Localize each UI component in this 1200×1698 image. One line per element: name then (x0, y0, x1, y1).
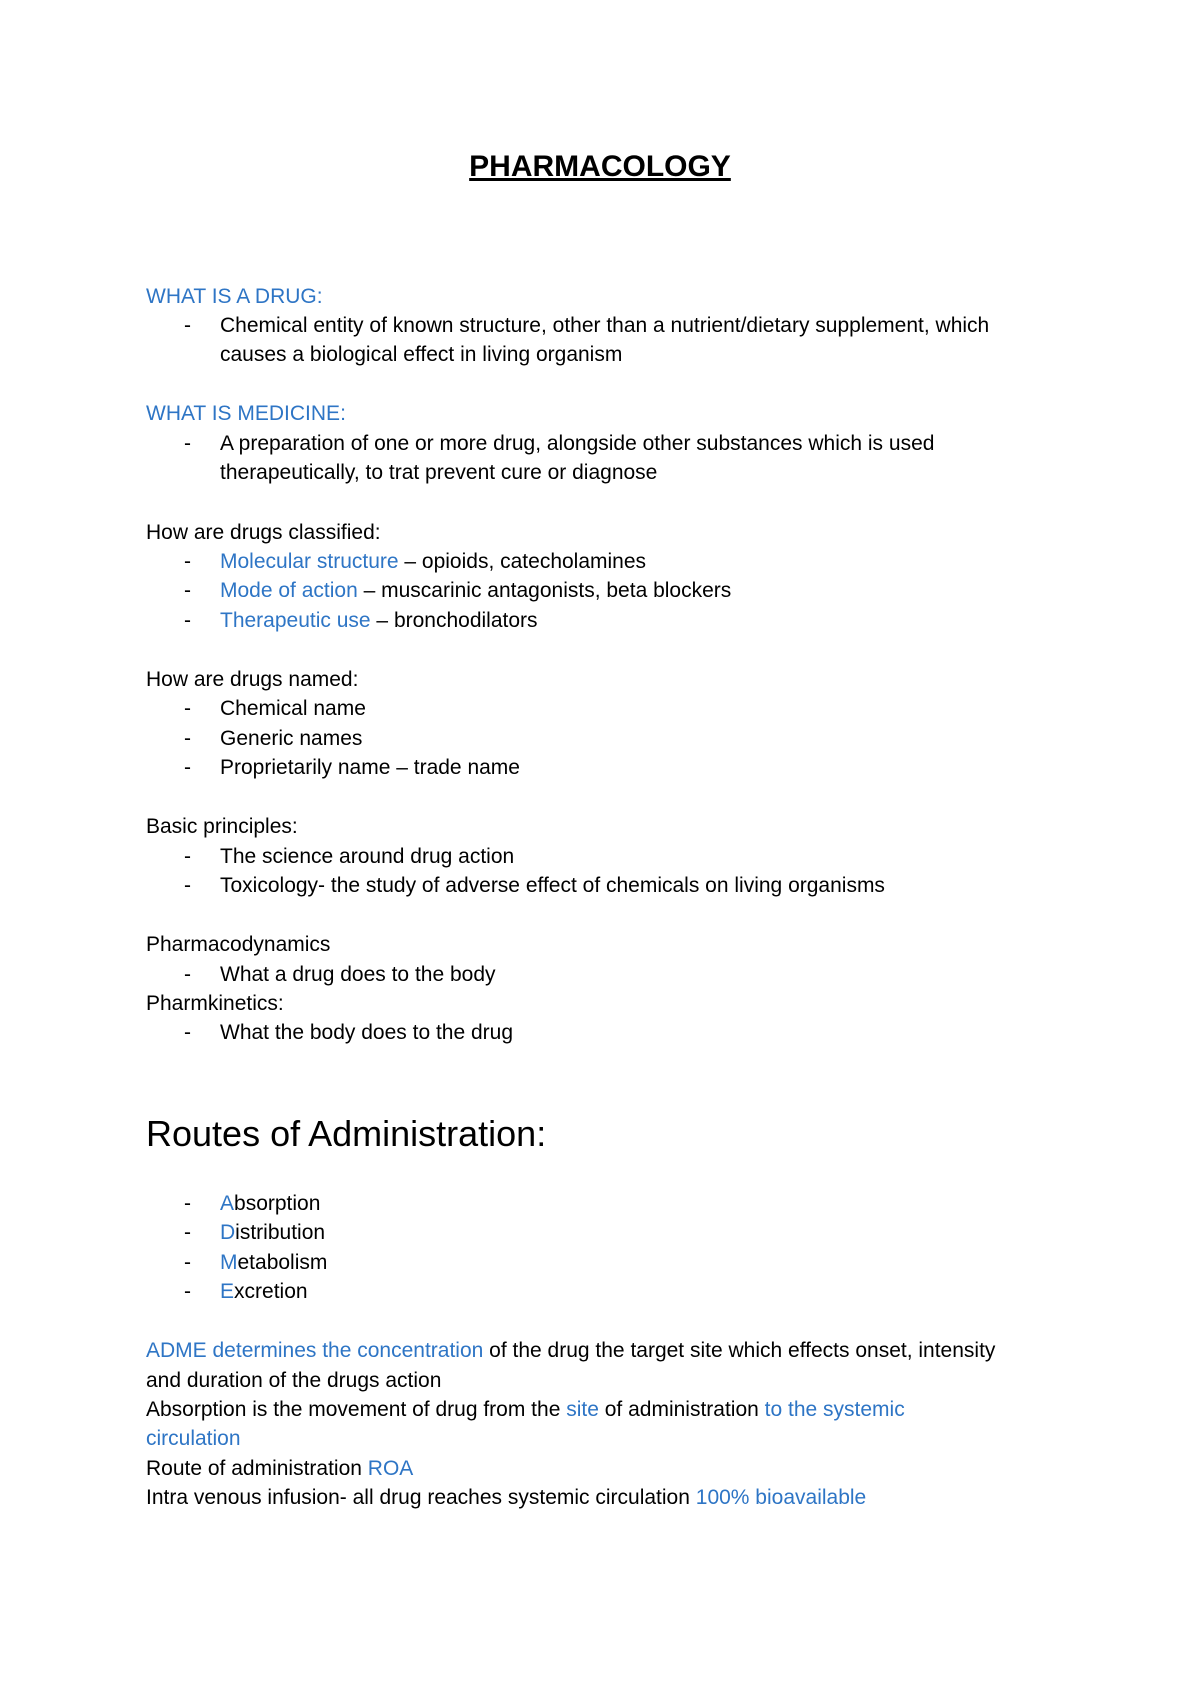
adme-letter: D (220, 1221, 236, 1244)
absorption-paragraph (146, 1395, 905, 1424)
drug-heading: WHAT IS A DRUG: (146, 285, 323, 308)
adme-letter: M (220, 1251, 238, 1274)
medicine-definition-line2: therapeutically, to trat prevent cure or diagnose (220, 461, 658, 484)
list-item-text: xcretion (234, 1280, 308, 1303)
classification-example: – muscarinic antagonists, beta blockers (357, 579, 732, 602)
roa-abbr: ROA (367, 1457, 414, 1480)
classification-term: Mode of action (220, 579, 358, 602)
section-heading: Routes of Administration: (146, 1113, 547, 1154)
list-item: - Therapeutic use – bronchodilators (184, 609, 538, 632)
medicine-heading: WHAT IS MEDICINE: (146, 402, 346, 425)
roa-line (146, 1454, 413, 1483)
list-item: - What the body does to the drug (184, 1021, 514, 1044)
list-item: - Distribution (184, 1221, 326, 1244)
list-item: - Proprietarily name – trade name (184, 756, 520, 779)
list-item-text: etabolism (237, 1251, 328, 1274)
classification-term: Therapeutic use (220, 609, 371, 632)
iv-highlight: 100% bioavailable (695, 1486, 867, 1509)
pharmacodynamics-heading: Pharmacodynamics (146, 933, 331, 956)
list-item: - Excretion (184, 1280, 308, 1303)
absorption-circulation: circulation (146, 1427, 241, 1450)
drug-definition: - Chemical entity of known structure, other than a nutrient/dietary supplement, which (184, 314, 990, 337)
adme-letter: A (220, 1192, 235, 1215)
drug-definition-line1: Chemical entity of known structure, other than a nutrient/dietary supplement, which (220, 314, 990, 337)
adme-highlight: ADME determines the concentration (146, 1339, 484, 1362)
list-item: - Absorption (184, 1192, 321, 1215)
list-item-text: istribution (235, 1221, 326, 1244)
iv-line (146, 1483, 866, 1512)
absorption-text: Absorption is the movement of drug from the (146, 1398, 567, 1421)
list-item: - Metabolism (184, 1251, 328, 1274)
classification-term: Molecular structure (220, 550, 399, 573)
adme-text: of the drug the target site which effects onset, intensity (483, 1339, 996, 1362)
list-item-text: Chemical name (220, 697, 366, 720)
list-item-text: The science around drug action (220, 845, 515, 868)
list-item: - Toxicology- the study of adverse effect of chemicals on living organisms (184, 874, 885, 897)
list-item: - The science around drug action (184, 845, 515, 868)
medicine-definition: - A preparation of one or more drug, alongside other substances which is used (184, 432, 935, 455)
adme-paragraph-line2: and duration of the drugs action (146, 1369, 442, 1392)
pharmkinetics-heading: Pharmkinetics: (146, 992, 284, 1015)
classification-example: – opioids, catecholamines (398, 550, 647, 573)
absorption-site: site (566, 1398, 599, 1421)
classified-heading: How are drugs classified: (146, 521, 381, 544)
list-item: - Chemical name (184, 697, 366, 720)
principles-heading: Basic principles: (146, 815, 298, 838)
list-item-text: bsorption (234, 1192, 321, 1215)
list-item: - What a drug does to the body (184, 963, 496, 986)
list-item-text: Proprietarily name – trade name (220, 756, 520, 779)
absorption-systemic: to the systemic (764, 1398, 905, 1421)
list-item: - Molecular structure – opioids, catecholamines (184, 550, 647, 573)
classification-example: – bronchodilators (370, 609, 538, 632)
list-item-text: Generic names (220, 727, 363, 750)
medicine-definition-line1: A preparation of one or more drug, alongside other substances which is used (220, 432, 935, 455)
page-title: PHARMACOLOGY (469, 150, 731, 183)
named-heading: How are drugs named: (146, 668, 359, 691)
roa-text: Route of administration (146, 1457, 368, 1480)
list-item: - Mode of action – muscarinic antagonists, beta blockers (184, 579, 732, 602)
list-item: - Generic names (184, 727, 363, 750)
adme-letter: E (220, 1280, 235, 1303)
list-item-text: What the body does to the drug (220, 1021, 514, 1044)
drug-definition-line2: causes a biological effect in living organism (220, 343, 623, 366)
iv-text: Intra venous infusion- all drug reaches systemic circulation (146, 1486, 696, 1509)
absorption-text-2: of administration (598, 1398, 765, 1421)
adme-paragraph (146, 1336, 995, 1365)
list-item-text: Toxicology- the study of adverse effect of chemicals on living organisms (220, 874, 885, 897)
list-item-text: What a drug does to the body (220, 963, 496, 986)
